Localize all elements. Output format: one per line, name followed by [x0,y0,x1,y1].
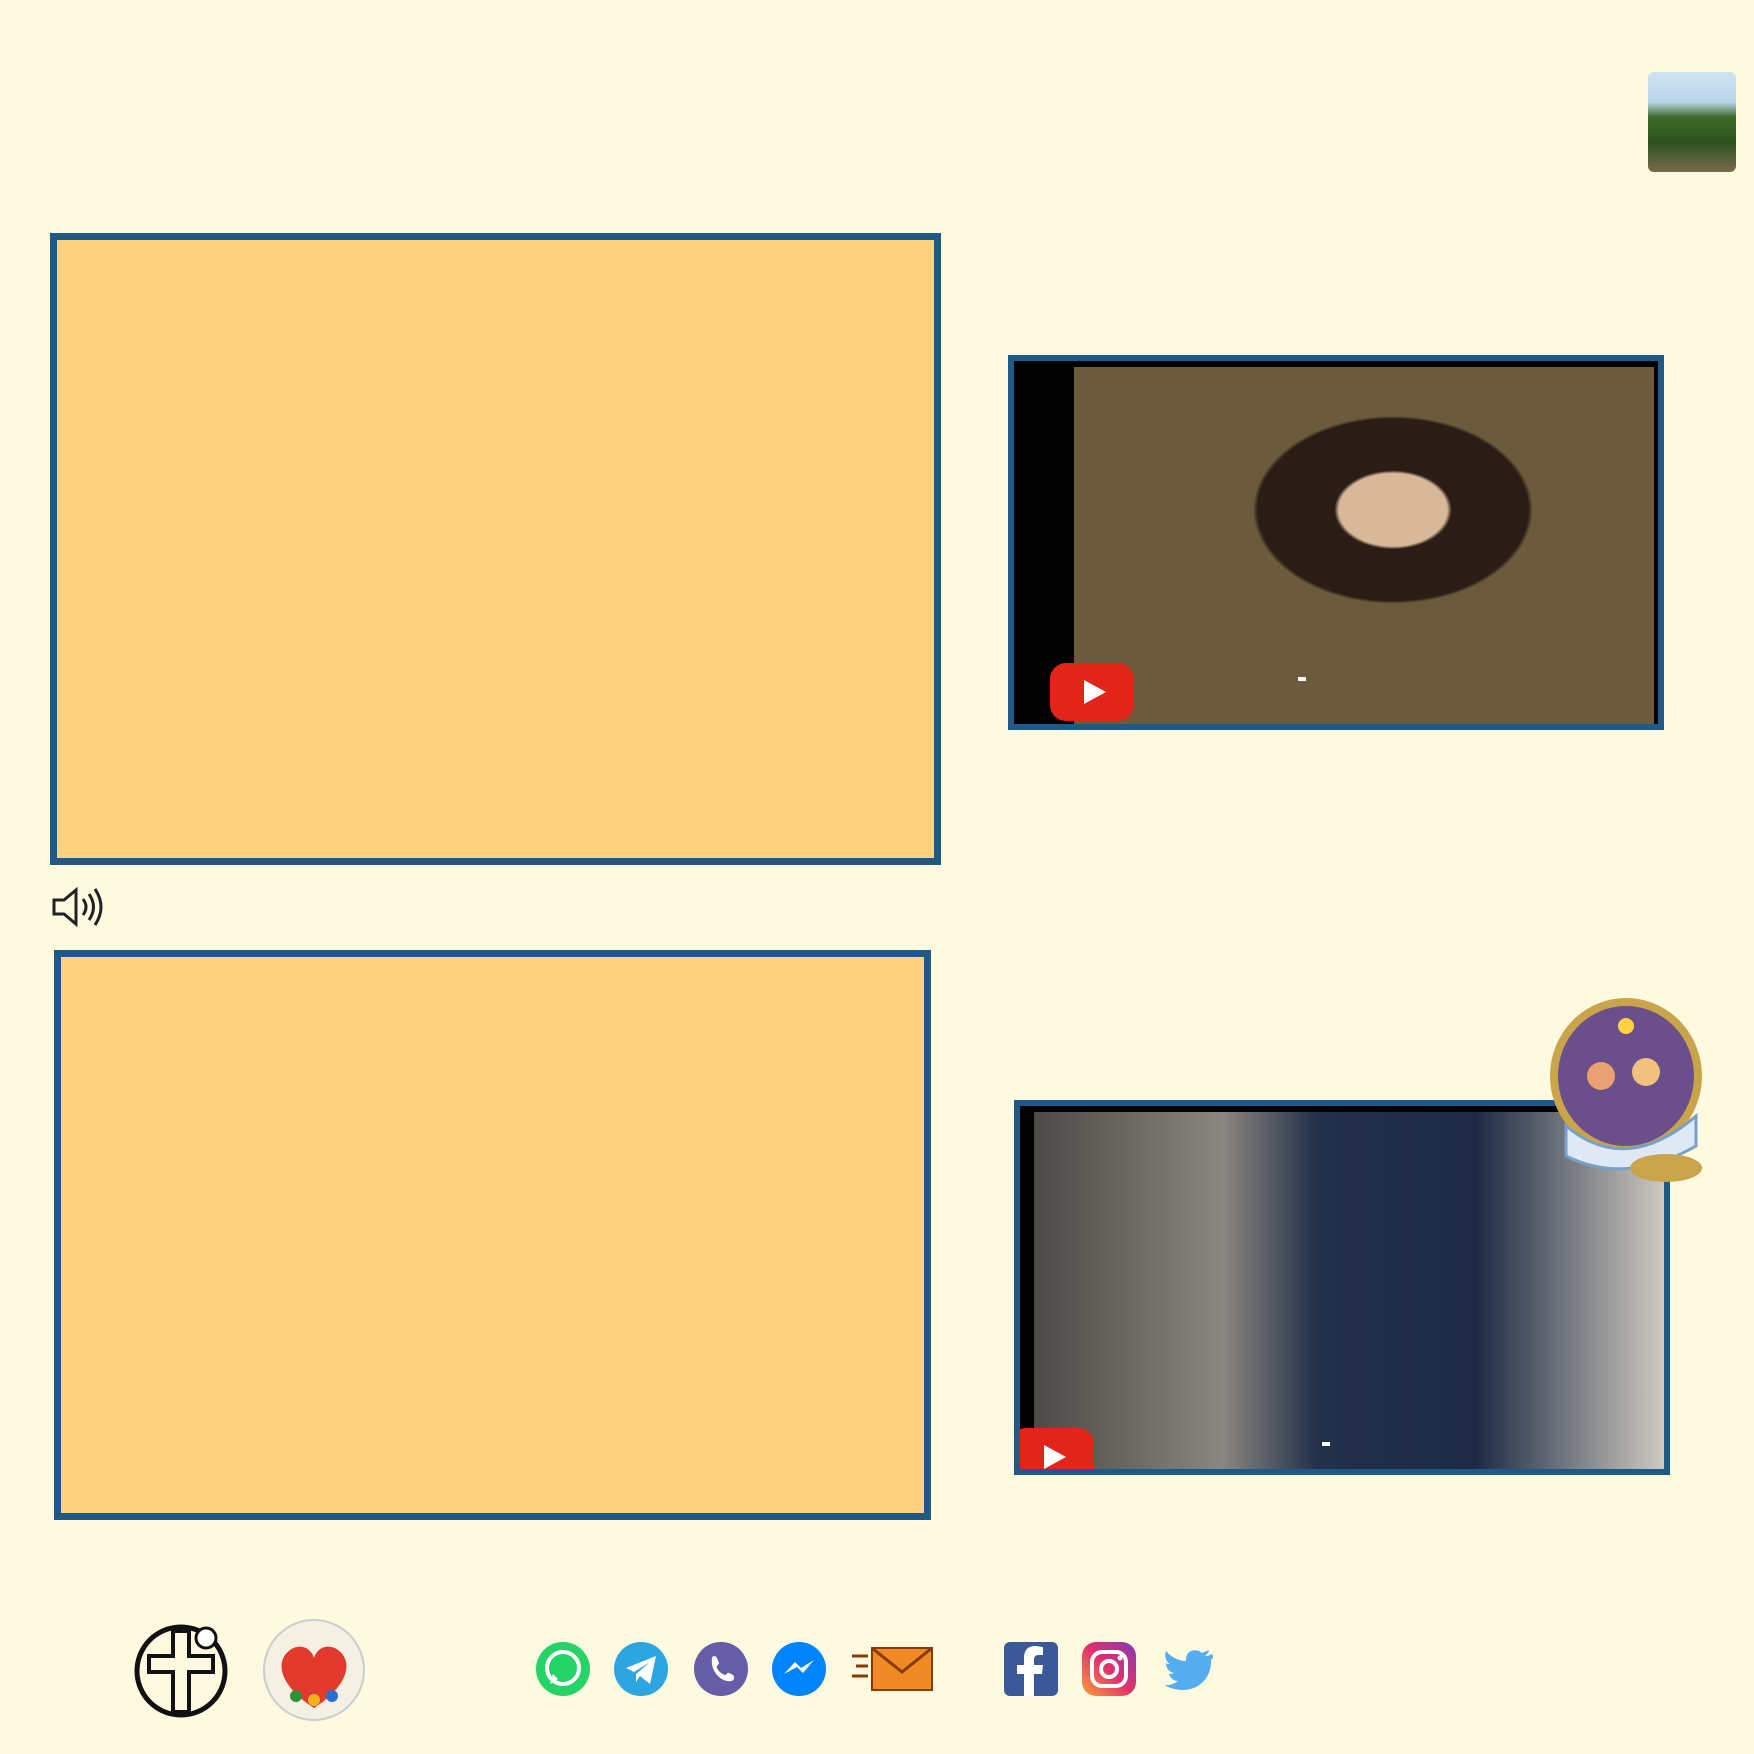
romentino-oratory-logo-icon [260,1616,368,1724]
video-thumbnail-1[interactable] [1008,355,1664,730]
speaker-icon[interactable] [50,884,108,930]
twitter-icon[interactable] [1160,1640,1218,1698]
video-link[interactable] [1298,677,1306,681]
galliate-oratory-logo-icon [128,1616,234,1726]
gospel-box [54,950,931,1520]
youtube-play-icon[interactable] [1014,1428,1094,1475]
instagram-icon[interactable] [1080,1640,1138,1698]
facebook-icon[interactable] [1002,1640,1060,1698]
messenger-icon[interactable] [770,1640,828,1698]
cedar-image [1648,72,1736,172]
first-reading-box [50,233,941,865]
video-frame [1074,367,1654,724]
eraora-logo-icon [1546,996,1706,1186]
telegram-icon[interactable] [612,1640,670,1698]
email-icon[interactable] [850,1640,936,1698]
video-link[interactable] [1322,1442,1330,1446]
viber-icon[interactable] [692,1640,750,1698]
whatsapp-icon[interactable] [534,1640,592,1698]
youtube-play-icon[interactable] [1050,663,1134,721]
